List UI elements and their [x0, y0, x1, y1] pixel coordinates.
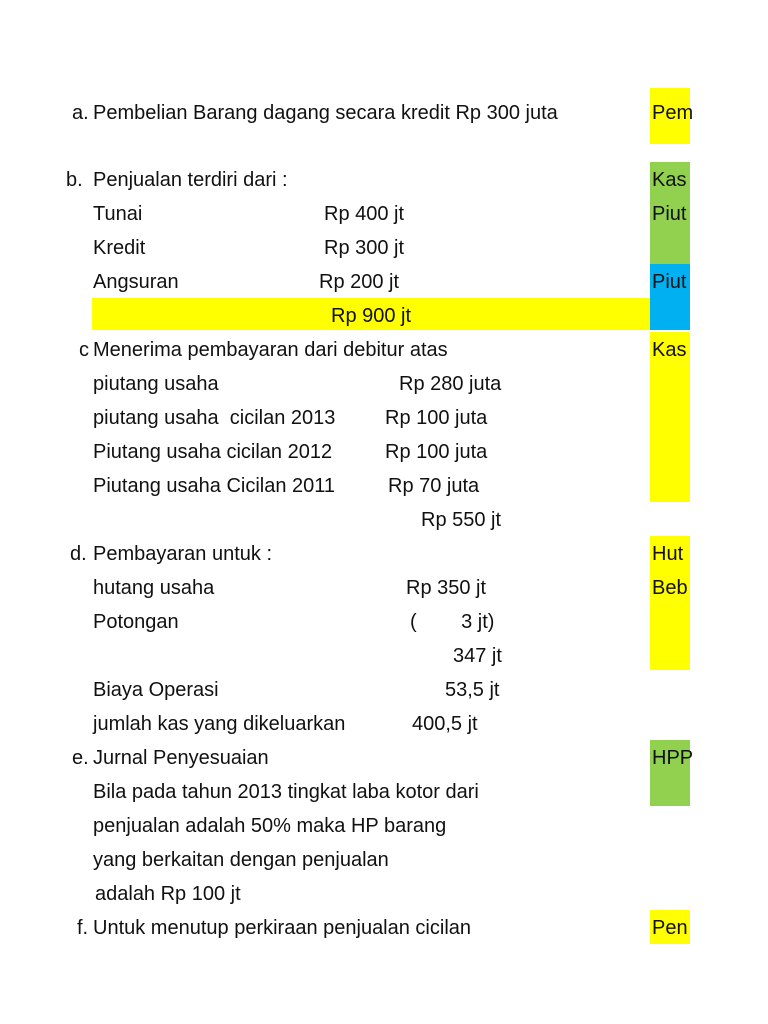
side-label-a: Pem: [652, 102, 694, 124]
e-line: penjualan adalah 50% maka HP barang: [93, 815, 447, 837]
c-row-label: Piutang usaha cicilan 2012: [93, 441, 333, 463]
side-label-f: Pen: [652, 917, 688, 939]
d-row-label: Potongan: [93, 611, 179, 633]
item-e-text: Jurnal Penyesuaian: [93, 747, 269, 769]
b-row-amount: Rp 400 jt: [324, 203, 405, 225]
item-a-text: Pembelian Barang dagang secara kredit Rp 300 juta: [93, 102, 558, 124]
side-label-d-hut: Hut: [652, 543, 684, 565]
item-marker-c: c: [79, 339, 89, 361]
d-row-label: hutang usaha: [93, 577, 215, 599]
item-marker-a: a.: [72, 102, 89, 124]
c-row-amount: Rp 70 juta: [388, 475, 480, 497]
item-c-text: Menerima pembayaran dari debitur atas: [93, 339, 448, 361]
c-row-label: piutang usaha cicilan 2013: [93, 407, 336, 429]
item-d-text: Pembayaran untuk :: [93, 543, 272, 565]
item-marker-e: e.: [72, 747, 89, 769]
d-row-label: jumlah kas yang dikeluarkan: [93, 713, 346, 735]
side-label-e: HPP: [652, 747, 694, 769]
item-marker-f: f.: [77, 917, 89, 939]
d-row-amount: 347 jt: [453, 645, 502, 667]
c-row-amount: Rp 100 juta: [385, 441, 488, 463]
item-marker-b: b.: [66, 169, 83, 191]
c-row-label: Piutang usaha Cicilan 2011: [93, 475, 336, 497]
side-label-d-beb: Beb: [652, 577, 688, 599]
side-label-b-kas: Kas: [652, 169, 687, 191]
side-label-b-piut-2: Piut: [652, 271, 687, 293]
c-total: Rp 550 jt: [421, 509, 502, 531]
e-line: yang berkaitan dengan penjualan: [93, 849, 389, 871]
b-row-label: Tunai: [93, 203, 143, 225]
d-row-label: Biaya Operasi: [93, 679, 219, 701]
d-row-amount: Rp 350 jt: [406, 577, 487, 599]
b-total: Rp 900 jt: [331, 305, 412, 327]
d-row-amount: 53,5 jt: [445, 679, 500, 701]
e-line: Bila pada tahun 2013 tingkat laba kotor dari: [93, 781, 479, 803]
b-row-amount: Rp 200 jt: [319, 271, 400, 293]
c-row-amount: Rp 280 juta: [399, 373, 502, 395]
d-row-amount: 400,5 jt: [412, 713, 478, 735]
c-row-amount: Rp 100 juta: [385, 407, 488, 429]
side-label-b-piut: Piut: [652, 203, 687, 225]
b-row-label: Angsuran: [93, 271, 179, 293]
item-f-text: Untuk menutup perkiraan penjualan cicilan: [93, 917, 472, 939]
item-b-text: Penjualan terdiri dari :: [93, 169, 288, 191]
d-row-amount: ( 3 jt): [410, 611, 495, 633]
side-label-c: Kas: [652, 339, 687, 361]
b-row-amount: Rp 300 jt: [324, 237, 405, 259]
e-line: adalah Rp 100 jt: [95, 883, 241, 905]
item-marker-d: d.: [70, 543, 87, 565]
c-row-label: piutang usaha: [93, 373, 219, 395]
b-row-label: Kredit: [93, 237, 146, 259]
